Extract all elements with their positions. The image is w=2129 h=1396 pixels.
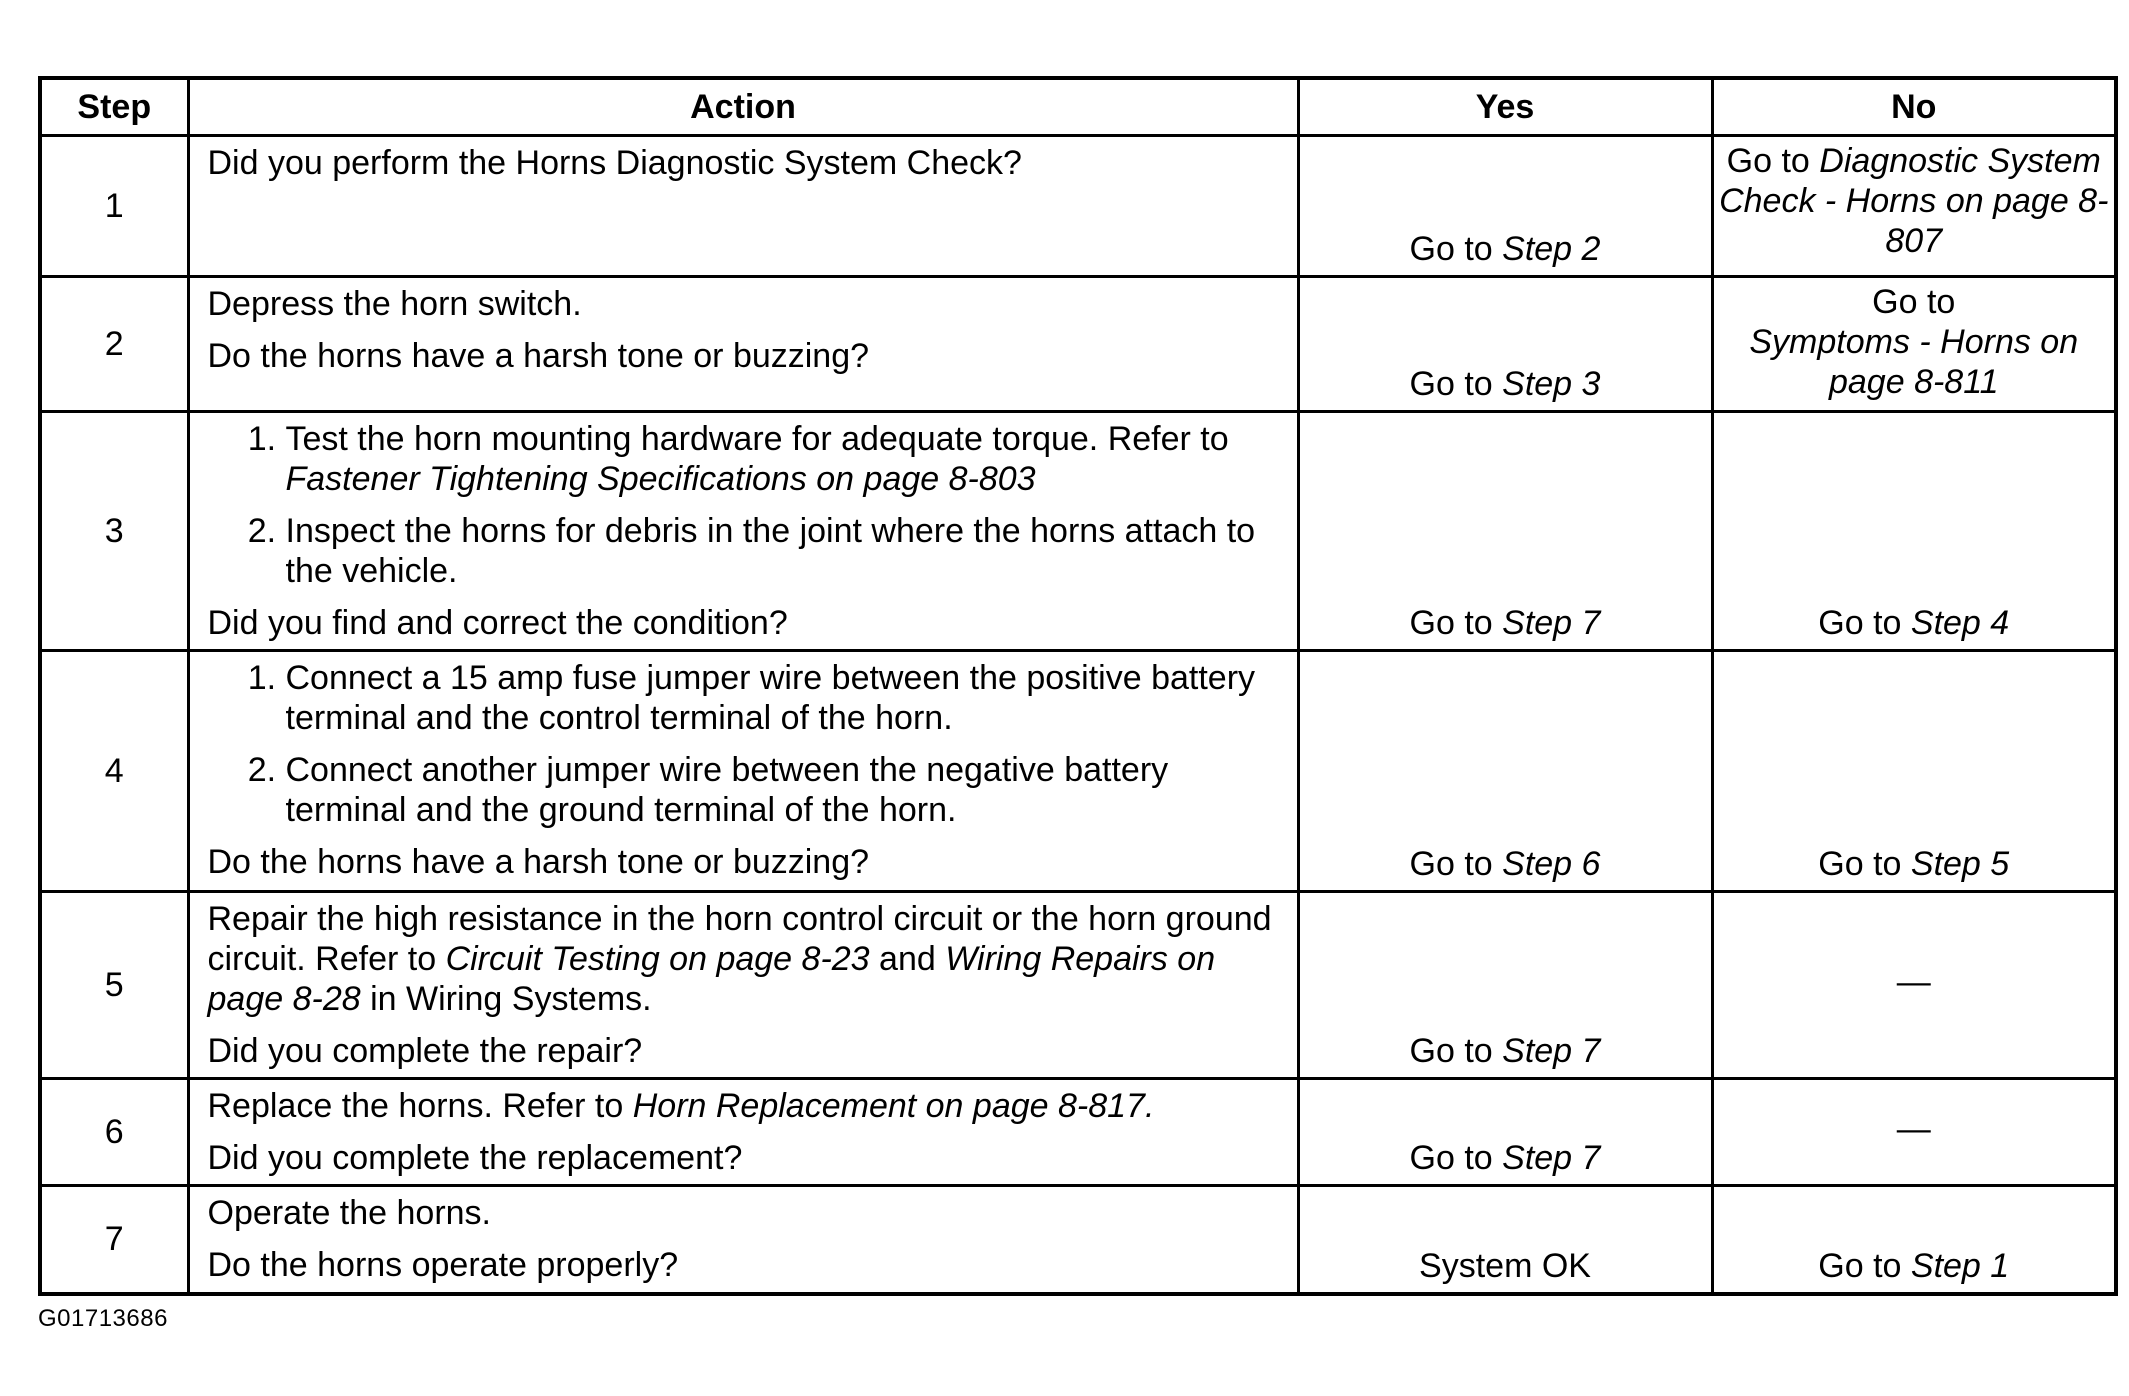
no-cell: [1712, 1079, 2116, 1186]
figure-id: G01713686: [38, 1305, 168, 1332]
yes-step-link[interactable]: Step 7: [1502, 604, 1601, 642]
yes-cell: [1298, 1186, 1712, 1294]
yes-prefix: Go to: [1409, 1032, 1503, 1070]
no-prefix: Go to: [1818, 845, 1911, 883]
instruction-item: 1. Connect a 15 amp fuse jumper wire between the positive battery terminal and the control terminal of the horn.: [286, 658, 1281, 738]
action-cell: [188, 136, 1298, 277]
action-cell: [188, 412, 1298, 651]
table-header-row: [40, 78, 2116, 136]
yes-cell: [1298, 412, 1712, 651]
no-prefix: Go to: [1726, 142, 1820, 180]
step-number: 4: [40, 651, 188, 892]
diagnostic-table: [38, 76, 2118, 1296]
table-row: [40, 651, 2116, 892]
yes-cell: [1298, 651, 1712, 892]
circuit-testing-link[interactable]: Circuit Testing on page 8-23: [445, 940, 870, 978]
table-row: [40, 136, 2116, 277]
action-question: Do the horns have a harsh tone or buzzing?: [207, 337, 870, 375]
action-cell: [188, 1079, 1298, 1186]
step-number: 5: [40, 892, 188, 1079]
instruction-list: [208, 419, 1281, 591]
action-text: [208, 899, 1281, 1019]
yes-step-link[interactable]: Step 3: [1502, 365, 1601, 403]
table-row: [40, 1079, 2116, 1186]
table-row: [40, 277, 2116, 412]
action-text: [208, 1086, 1281, 1126]
no-cell: [1712, 277, 2116, 412]
no-prefix: Go to: [1818, 604, 1911, 642]
step-number: 3: [40, 412, 188, 651]
spec-link[interactable]: Fastener Tightening Specifications on page 8-803: [285, 460, 1036, 498]
step-number: 7: [40, 1186, 188, 1294]
no-dash: —: [1896, 1110, 1931, 1148]
instruction-item: [286, 419, 1281, 499]
action-text: Operate the horns.: [207, 1194, 492, 1232]
yes-step-link[interactable]: Step 7: [1502, 1032, 1601, 1070]
table-row: [40, 1186, 2116, 1294]
no-dash: —: [1896, 963, 1931, 1001]
action-question: Did you complete the repair?: [207, 1032, 643, 1070]
yes-prefix: Go to: [1409, 1139, 1503, 1177]
instruction-item: 2. Inspect the horns for debris in the joint where the horns attach to the vehicle.: [286, 511, 1281, 591]
table-row: [40, 412, 2116, 651]
no-page-link[interactable]: Diagnostic System Check - Horns on page 8-807: [1719, 142, 2109, 260]
instruction-list: [208, 658, 1281, 830]
wiring-repairs-link[interactable]: Wiring Repairs on page 8-28: [207, 940, 1216, 1018]
step-number: 1: [40, 136, 188, 277]
no-page-link[interactable]: Symptoms - Horns on page 8-811: [1749, 323, 2079, 401]
instruction-text: Test the horn mounting hardware for adequate torque. Refer to: [285, 420, 1229, 458]
no-step-link[interactable]: Step 4: [1910, 604, 2010, 642]
step-number: 6: [40, 1079, 188, 1186]
header-yes: Yes: [1298, 78, 1712, 136]
action-text: Did you perform the Horns Diagnostic System Check?: [207, 144, 1022, 182]
action-question: Did you find and correct the condition?: [207, 604, 788, 642]
yes-prefix: Go to: [1409, 604, 1503, 642]
no-prefix: Go to: [1818, 1246, 1911, 1285]
no-cell: [1712, 651, 2116, 892]
header-step: Step: [40, 78, 188, 136]
action-question: Do the horns operate properly?: [207, 1246, 679, 1284]
no-cell: [1712, 412, 2116, 651]
yes-cell: [1298, 892, 1712, 1079]
no-cell: [1712, 1186, 2116, 1294]
action-cell: [188, 892, 1298, 1079]
yes-cell: [1298, 136, 1712, 277]
action-cell: [188, 277, 1298, 412]
action-text: Depress the horn switch.: [207, 285, 582, 323]
yes-step-link[interactable]: Step 2: [1502, 230, 1601, 268]
yes-prefix: Go to: [1409, 845, 1503, 883]
horn-replacement-link[interactable]: Horn Replacement on page 8-817.: [632, 1087, 1155, 1125]
action-question: Did you complete the replacement?: [207, 1139, 743, 1177]
action-cell: [188, 1186, 1298, 1294]
header-no: No: [1712, 78, 2116, 136]
step-number: 2: [40, 277, 188, 412]
header-action: Action: [188, 78, 1298, 136]
action-text-part: Repair the high resistance in the horn control circuit or the horn ground circuit. Refer to: [207, 900, 1272, 978]
action-cell: [188, 651, 1298, 892]
table-row: [40, 892, 2116, 1079]
no-cell: [1712, 136, 2116, 277]
action-text-part: and: [869, 940, 946, 978]
no-cell: [1712, 892, 2116, 1079]
yes-result: System OK: [1419, 1246, 1591, 1285]
action-text-part: in Wiring Systems.: [360, 980, 652, 1018]
action-text-part: Replace the horns. Refer to: [207, 1087, 633, 1125]
no-prefix: Go to: [1872, 283, 1956, 321]
yes-step-link[interactable]: Step 7: [1502, 1139, 1601, 1177]
yes-cell: [1298, 1079, 1712, 1186]
no-step-link[interactable]: Step 1: [1910, 1246, 2010, 1285]
yes-step-link[interactable]: Step 6: [1502, 845, 1601, 883]
no-step-link[interactable]: Step 5: [1910, 845, 2010, 883]
yes-prefix: Go to: [1409, 230, 1503, 268]
yes-cell: [1298, 277, 1712, 412]
yes-prefix: Go to: [1409, 365, 1503, 403]
action-question: Do the horns have a harsh tone or buzzing?: [207, 843, 870, 881]
instruction-item: 2. Connect another jumper wire between the negative battery terminal and the ground terminal of the horn.: [286, 750, 1281, 830]
